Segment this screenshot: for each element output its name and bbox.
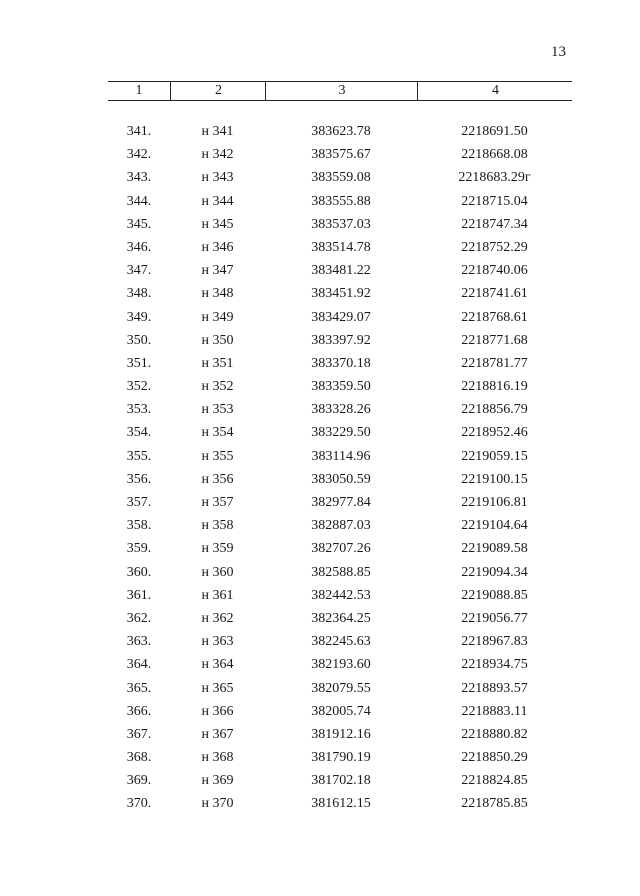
coordinate-y: 2218691.50 <box>461 124 528 139</box>
table-row <box>0 746 640 769</box>
coordinate-y: 2218934.75 <box>461 657 528 673</box>
row-number: 357. <box>126 495 152 510</box>
table-row <box>0 259 640 282</box>
table-row <box>0 120 640 143</box>
coordinate-y: 2218768.61 <box>461 309 528 325</box>
coordinate-x: 383328.26 <box>311 402 371 418</box>
coordinate-x: 382079.55 <box>311 680 371 696</box>
point-name: н 346 <box>201 239 234 255</box>
coordinate-x: 382442.53 <box>311 587 371 603</box>
point-name: н 349 <box>201 309 234 325</box>
point-name: н 356 <box>201 471 234 487</box>
table-row <box>0 143 640 166</box>
coordinate-x: 383537.03 <box>311 216 371 232</box>
coordinate-x: 383559.08 <box>311 170 371 186</box>
row-number: 361. <box>126 587 152 603</box>
point-name: н 352 <box>201 379 234 395</box>
coordinate-y: 2218856.79 <box>461 402 528 418</box>
coordinate-y: 2218715.04 <box>461 193 528 209</box>
point-name: н 366 <box>201 703 234 719</box>
coordinate-x: 383575.67 <box>311 147 371 163</box>
coordinate-x: 382977.84 <box>311 495 371 510</box>
coordinate-y: 2218781.77 <box>461 355 528 371</box>
coordinate-y: 2218747.34 <box>461 216 528 232</box>
point-name: н 369 <box>201 773 234 789</box>
coordinate-x: 383623.78 <box>311 124 371 139</box>
table-header <box>108 81 572 101</box>
coordinate-y: 2219100.15 <box>461 471 528 487</box>
coordinate-x: 381912.16 <box>311 726 371 742</box>
row-number: 352. <box>126 379 152 395</box>
table-row <box>0 723 640 746</box>
table-row <box>0 607 640 630</box>
table-row <box>0 514 640 537</box>
point-name: н 357 <box>201 495 234 510</box>
coordinate-x: 382588.85 <box>311 564 371 580</box>
coordinate-x: 381612.15 <box>311 796 371 812</box>
coordinate-y: 2219094.34 <box>461 564 528 580</box>
coordinate-y: 2219106.81 <box>461 495 528 510</box>
point-name: н 364 <box>201 657 234 673</box>
coordinate-x: 381790.19 <box>311 750 371 766</box>
coordinate-x: 382005.74 <box>311 703 371 719</box>
point-name: н 365 <box>201 680 234 696</box>
row-number: 365. <box>126 680 152 696</box>
row-number: 363. <box>126 634 152 650</box>
coordinate-y: 2218967.83 <box>461 634 528 650</box>
point-name: н 367 <box>201 726 234 742</box>
table-row <box>0 329 640 352</box>
coordinate-y: 2218893.57 <box>461 680 528 696</box>
point-name: н 348 <box>201 286 234 302</box>
point-name: н 347 <box>201 263 234 279</box>
coordinate-y: 2219089.58 <box>461 541 528 557</box>
row-number: 347. <box>126 263 152 279</box>
coordinate-y: 2218683.29г <box>458 170 531 186</box>
coordinate-y: 2218850.29 <box>461 750 528 766</box>
table-row <box>0 213 640 236</box>
row-number: 369. <box>126 773 152 789</box>
row-number: 359. <box>126 541 152 557</box>
coordinate-y: 2218883.11 <box>461 703 528 719</box>
point-name: н 360 <box>201 564 234 580</box>
point-name: н 358 <box>201 518 234 534</box>
table-row <box>0 584 640 607</box>
coordinate-x: 382707.26 <box>311 541 371 557</box>
coordinate-x: 383229.50 <box>311 425 371 441</box>
coordinate-y: 2218752.29 <box>461 239 528 255</box>
coordinate-y: 2219059.15 <box>461 448 528 464</box>
row-number: 362. <box>126 610 152 626</box>
coordinate-x: 381702.18 <box>311 773 371 789</box>
row-number: 367. <box>126 726 152 742</box>
row-number: 356. <box>126 471 152 487</box>
point-name: н 344 <box>201 193 234 209</box>
page-number: 13 <box>551 44 566 60</box>
point-name: н 342 <box>201 147 234 163</box>
table-row <box>0 398 640 421</box>
column-header-4: 4 <box>417 81 573 101</box>
coordinate-y: 2218785.85 <box>461 796 528 812</box>
coordinate-x: 383370.18 <box>311 355 371 371</box>
point-name: н 351 <box>201 355 234 371</box>
column-header-2: 2 <box>170 81 266 101</box>
table-row <box>0 700 640 723</box>
point-name: н 341 <box>201 124 234 139</box>
coordinate-y: 2218816.19 <box>461 379 528 395</box>
coordinate-x: 383514.78 <box>311 239 371 255</box>
table-row <box>0 677 640 700</box>
coordinate-y: 2219104.64 <box>461 518 528 534</box>
coordinate-x: 383451.92 <box>311 286 371 302</box>
table-row <box>0 236 640 259</box>
table-row <box>0 561 640 584</box>
coordinate-y: 2218740.06 <box>461 263 528 279</box>
row-number: 349. <box>126 309 152 325</box>
coordinate-x: 383555.88 <box>311 193 371 209</box>
point-name: н 354 <box>201 425 234 441</box>
row-number: 355. <box>126 448 152 464</box>
coordinate-x: 383397.92 <box>311 332 371 348</box>
table-row <box>0 792 640 815</box>
row-number: 346. <box>126 239 152 255</box>
table-row <box>0 491 640 514</box>
row-number: 343. <box>126 170 152 186</box>
row-number: 368. <box>126 750 152 766</box>
point-name: н 353 <box>201 402 234 418</box>
row-number: 344. <box>126 193 152 209</box>
coordinate-y: 2218771.68 <box>461 332 528 348</box>
point-name: н 355 <box>201 448 234 464</box>
row-number: 370. <box>126 796 152 812</box>
table-row <box>0 445 640 468</box>
coordinate-y: 2219088.85 <box>461 587 528 603</box>
coordinate-x: 382887.03 <box>311 518 371 534</box>
row-number: 366. <box>126 703 152 719</box>
coordinate-y: 2218741.61 <box>461 286 528 302</box>
table-row <box>0 375 640 398</box>
column-header-3: 3 <box>265 81 418 101</box>
table-row <box>0 769 640 792</box>
coordinate-x: 382193.60 <box>311 657 371 673</box>
row-number: 345. <box>126 216 152 232</box>
row-number: 351. <box>126 355 152 371</box>
header-bottom-rule <box>108 100 572 101</box>
row-number: 358. <box>126 518 152 534</box>
row-number: 342. <box>126 147 152 163</box>
table-row <box>0 421 640 444</box>
row-number: 360. <box>126 564 152 580</box>
coordinate-x: 382364.25 <box>311 610 371 626</box>
coordinate-x: 383481.22 <box>311 263 371 279</box>
row-number: 341. <box>126 124 152 139</box>
point-name: н 350 <box>201 332 234 348</box>
coordinate-x: 383429.07 <box>311 309 371 325</box>
point-name: н 345 <box>201 216 234 232</box>
coordinate-x: 383114.96 <box>311 448 371 464</box>
row-number: 364. <box>126 657 152 673</box>
table-row <box>0 352 640 375</box>
table-row <box>0 537 640 560</box>
point-name: н 362 <box>201 610 234 626</box>
table-row <box>0 306 640 329</box>
column-header-1: 1 <box>135 83 143 98</box>
table-row <box>0 653 640 676</box>
point-name: н 361 <box>201 587 234 603</box>
table-body <box>0 120 640 816</box>
coordinate-y: 2218880.82 <box>461 726 528 742</box>
coordinate-x: 383359.50 <box>311 379 371 395</box>
point-name: н 370 <box>201 796 234 812</box>
point-name: н 368 <box>201 750 234 766</box>
coordinate-x: 382245.63 <box>311 634 371 650</box>
coordinate-y: 2219056.77 <box>461 610 528 626</box>
row-number: 353. <box>126 402 152 418</box>
table-row <box>0 190 640 213</box>
table-row <box>0 166 640 189</box>
coordinate-y: 2218668.08 <box>461 147 528 163</box>
table-row <box>0 630 640 653</box>
coordinate-y: 2218952.46 <box>461 425 528 441</box>
point-name: н 363 <box>201 634 234 650</box>
row-number: 354. <box>126 425 152 441</box>
point-name: н 343 <box>201 170 234 186</box>
table-row <box>0 282 640 305</box>
point-name: н 359 <box>201 541 234 557</box>
coordinate-x: 383050.59 <box>311 471 371 487</box>
coordinate-y: 2218824.85 <box>461 773 528 789</box>
row-number: 350. <box>126 332 152 348</box>
table-row <box>0 468 640 491</box>
row-number: 348. <box>126 286 152 302</box>
